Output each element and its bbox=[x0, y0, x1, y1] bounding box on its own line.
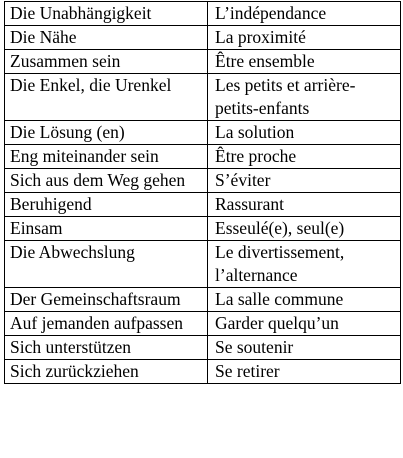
table-row bbox=[5, 2, 401, 26]
table-row bbox=[5, 312, 401, 336]
german-term-cell: Sich unterstützen bbox=[5, 336, 208, 360]
french-term-cell: Se retirer bbox=[208, 360, 401, 384]
table-row bbox=[5, 288, 401, 312]
french-term-cell: Être proche bbox=[208, 145, 401, 169]
french-term-cell: Le divertissement, l’alternance bbox=[208, 241, 401, 288]
german-term-cell: Die Lösung (en) bbox=[5, 121, 208, 145]
table-row bbox=[5, 50, 401, 74]
german-term-cell: Die Enkel, die Urenkel bbox=[5, 74, 208, 121]
german-term-cell: Auf jemanden aufpassen bbox=[5, 312, 208, 336]
table-row bbox=[5, 193, 401, 217]
german-term-cell: Die Unabhängigkeit bbox=[5, 2, 208, 26]
french-term-cell: Rassurant bbox=[208, 193, 401, 217]
french-term-cell: La salle commune bbox=[208, 288, 401, 312]
french-term-cell: Garder quelqu’un bbox=[208, 312, 401, 336]
french-term-cell: L’indépendance bbox=[208, 2, 401, 26]
table-row bbox=[5, 121, 401, 145]
german-term-cell: Zusammen sein bbox=[5, 50, 208, 74]
table-row bbox=[5, 26, 401, 50]
vocabulary-table-body bbox=[5, 2, 401, 384]
french-term-cell: La proximité bbox=[208, 26, 401, 50]
german-term-cell: Der Gemeinschaftsraum bbox=[5, 288, 208, 312]
german-term-cell: Sich zurückziehen bbox=[5, 360, 208, 384]
vocabulary-table bbox=[4, 1, 401, 384]
table-row bbox=[5, 169, 401, 193]
french-term-cell: S’éviter bbox=[208, 169, 401, 193]
german-term-cell: Einsam bbox=[5, 217, 208, 241]
table-row bbox=[5, 217, 401, 241]
french-term-cell: Esseulé(e), seul(e) bbox=[208, 217, 401, 241]
table-row bbox=[5, 241, 401, 288]
table-row bbox=[5, 336, 401, 360]
german-term-cell: Die Abwechslung bbox=[5, 241, 208, 288]
french-term-cell: Être ensemble bbox=[208, 50, 401, 74]
german-term-cell: Sich aus dem Weg gehen bbox=[5, 169, 208, 193]
table-row bbox=[5, 74, 401, 121]
german-term-cell: Die Nähe bbox=[5, 26, 208, 50]
french-term-cell: Se soutenir bbox=[208, 336, 401, 360]
french-term-cell: La solution bbox=[208, 121, 401, 145]
german-term-cell: Beruhigend bbox=[5, 193, 208, 217]
french-term-cell: Les petits et arrière-petits-enfants bbox=[208, 74, 401, 121]
table-row bbox=[5, 145, 401, 169]
table-row bbox=[5, 360, 401, 384]
german-term-cell: Eng miteinander sein bbox=[5, 145, 208, 169]
